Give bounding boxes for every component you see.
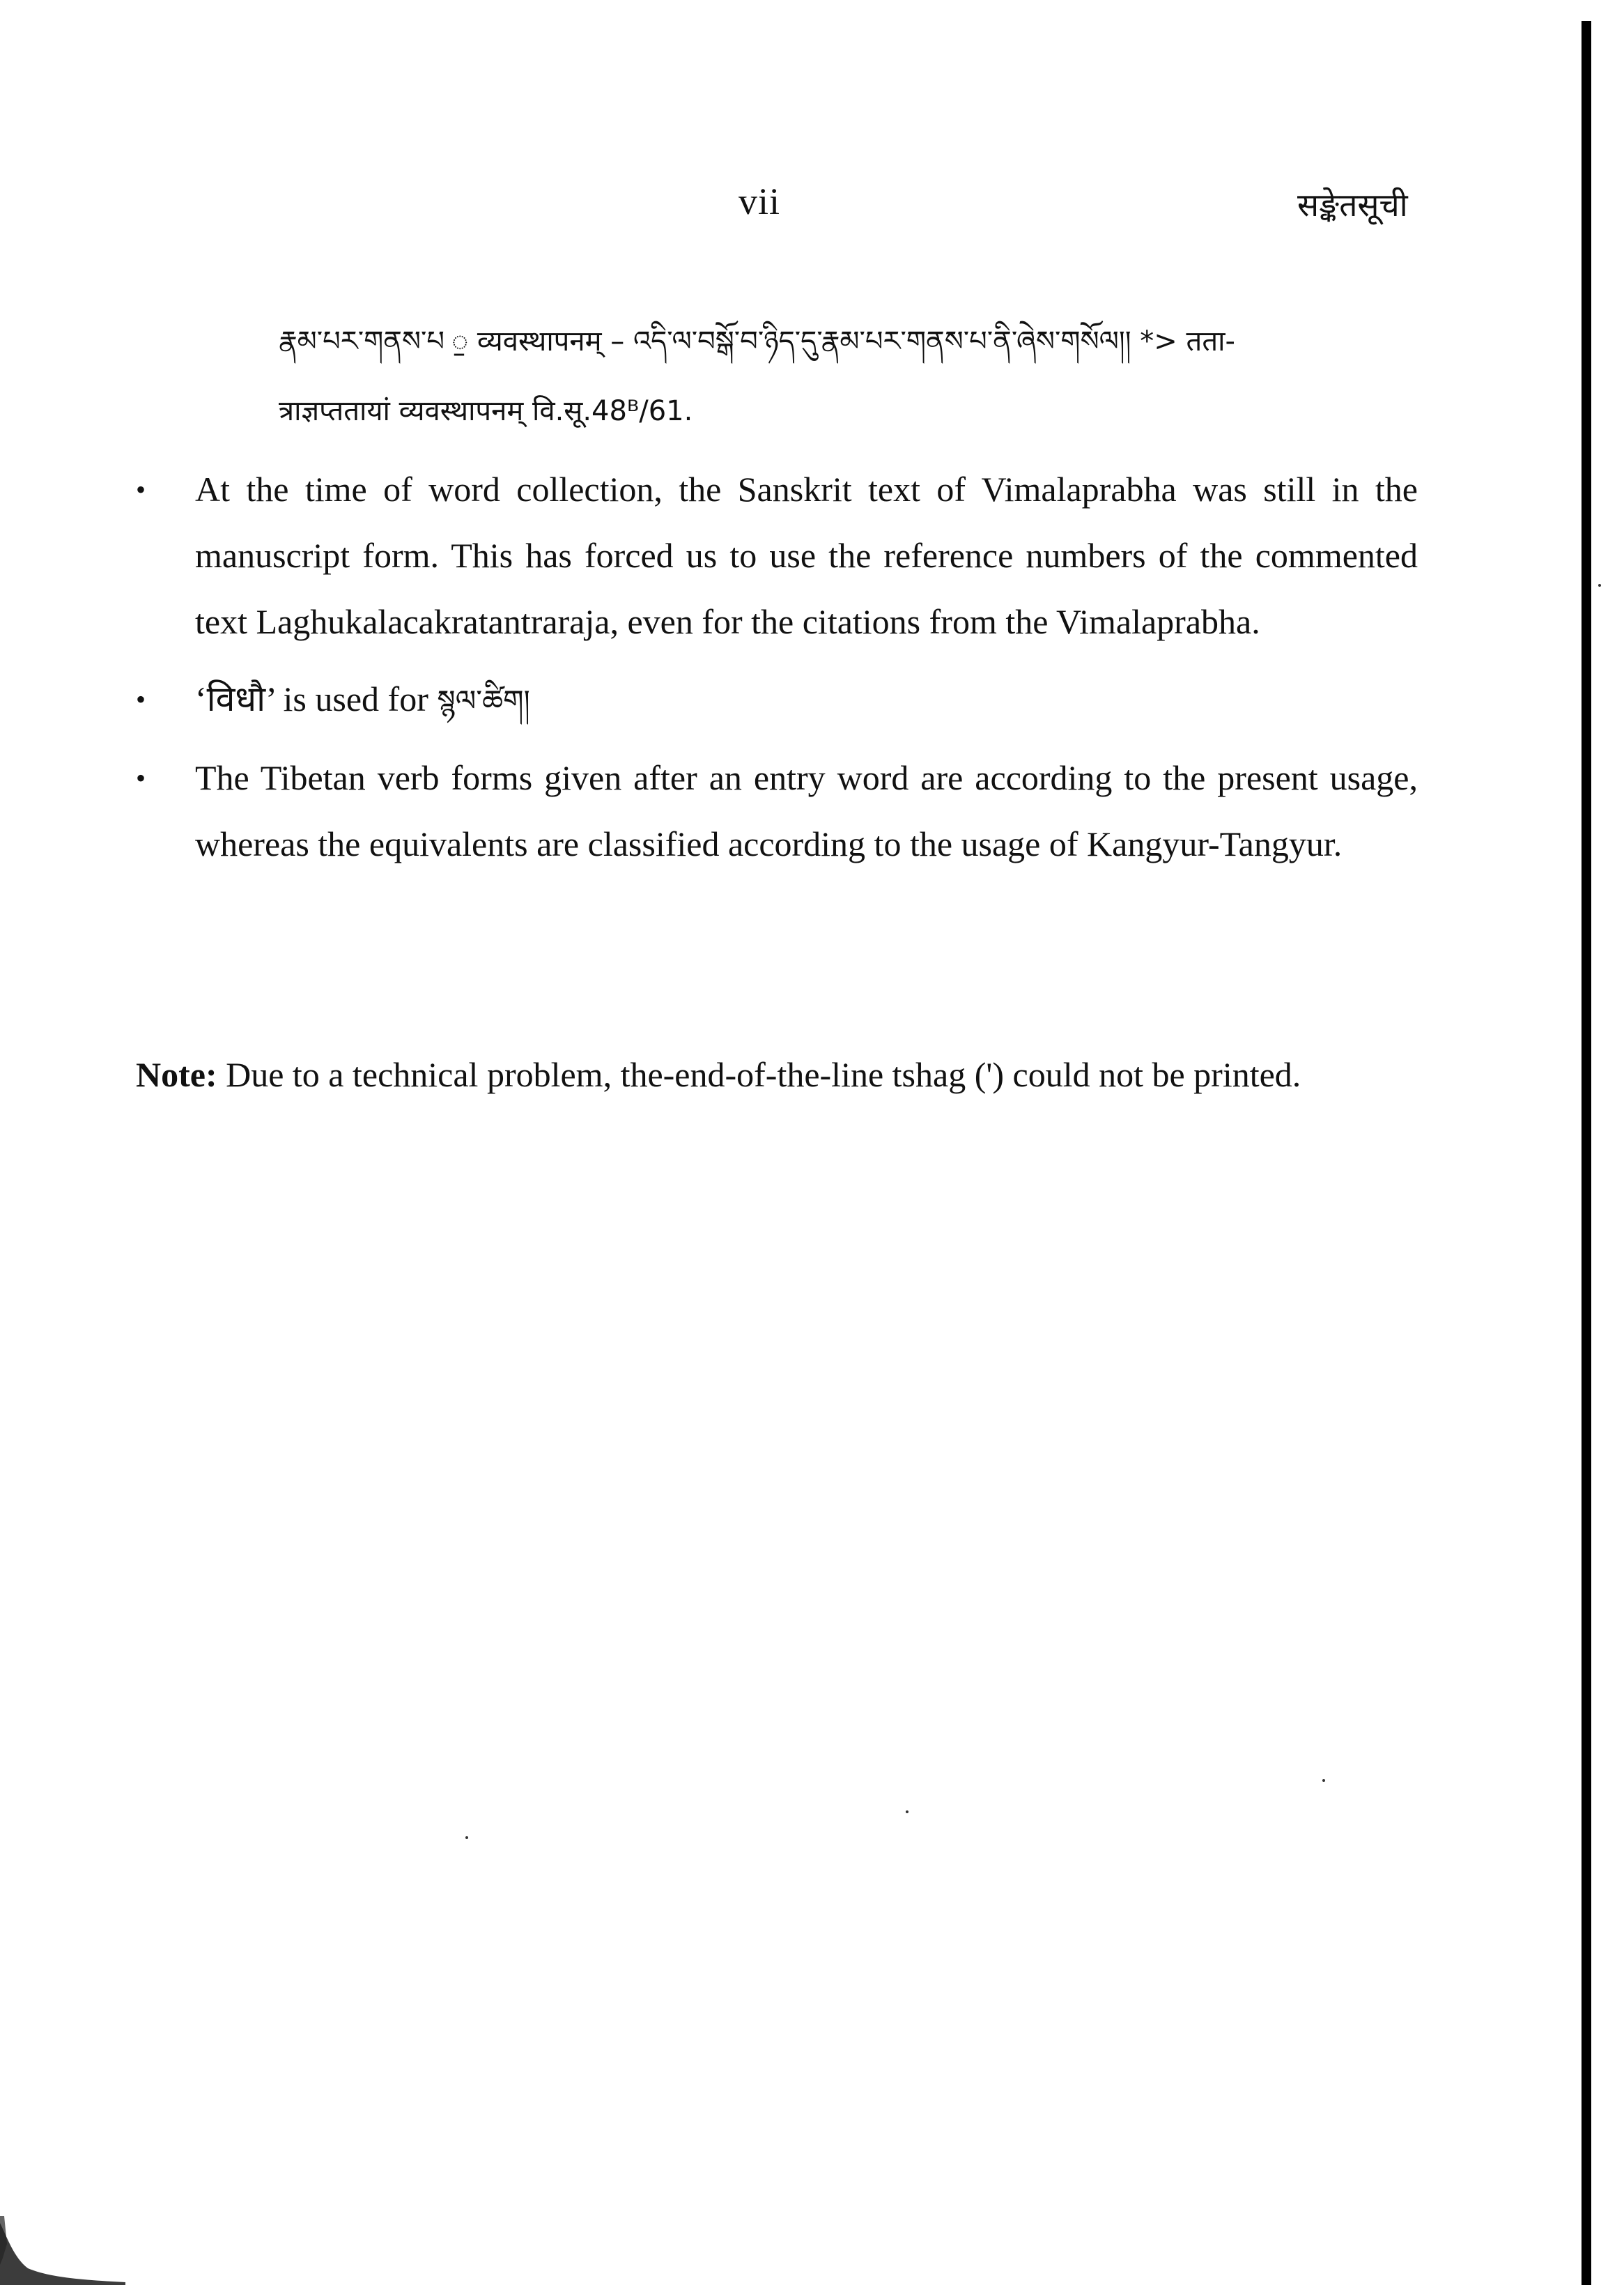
scan-smudge bbox=[0, 2216, 125, 2285]
tibetan-term: སྙལ་ཚིག། bbox=[437, 684, 530, 718]
list-item-text: The Tibetan verb forms given after an entry word are according to the present usage, whereas the equivalents are classified according to the usage of Kangyur-Tangyur. bbox=[195, 758, 1418, 863]
scan-speck bbox=[1322, 1779, 1325, 1782]
bullet-icon: • bbox=[136, 684, 146, 715]
list-item bbox=[136, 745, 1418, 877]
list-item bbox=[136, 666, 1418, 734]
note-text: Due to a technical problem, the-end-of-the-line tshag (') could not be printed. bbox=[217, 1055, 1301, 1094]
scan-speck bbox=[1598, 584, 1601, 587]
list-item-text bbox=[195, 666, 1418, 734]
note-paragraph bbox=[136, 1042, 1418, 1108]
list-item-text-before: ‘विधौ’ is used for bbox=[195, 679, 438, 718]
bullet-icon: • bbox=[136, 474, 146, 505]
scan-speck bbox=[906, 1810, 908, 1813]
list-item bbox=[136, 456, 1418, 655]
citation-block bbox=[279, 307, 1421, 446]
scan-speck bbox=[465, 1836, 468, 1839]
notes-bullet-list bbox=[136, 456, 1418, 888]
note-label: Note: bbox=[136, 1055, 217, 1094]
citation-line-1: རྣམ་པར་གནས་པ ॒ व्यवस्थापनम् – འདི་ལ་བསྒོ་བ་ཉིད་དུ་རྣམ་པར་གནས་པ་ནི་ཞེས་གསོལ།། *> तता- bbox=[279, 325, 1235, 357]
section-title: सङ्केतसूची bbox=[1297, 186, 1408, 224]
citation-line-2: त्राज्ञप्ततायां व्यवस्थापनम् वि.सू.48ᴮ/61. bbox=[279, 395, 693, 427]
scan-edge-bar bbox=[1582, 21, 1591, 2285]
page-number: vii bbox=[738, 180, 781, 222]
list-item-text: At the time of word collection, the Sanskrit text of Vimalaprabha was still in the manuscript form. This has forced us to use the reference numbers of the commented text Laghukalacakratantraraja, even for the citations from the Vimalaprabha. bbox=[195, 470, 1418, 641]
bullet-icon: • bbox=[136, 762, 146, 794]
